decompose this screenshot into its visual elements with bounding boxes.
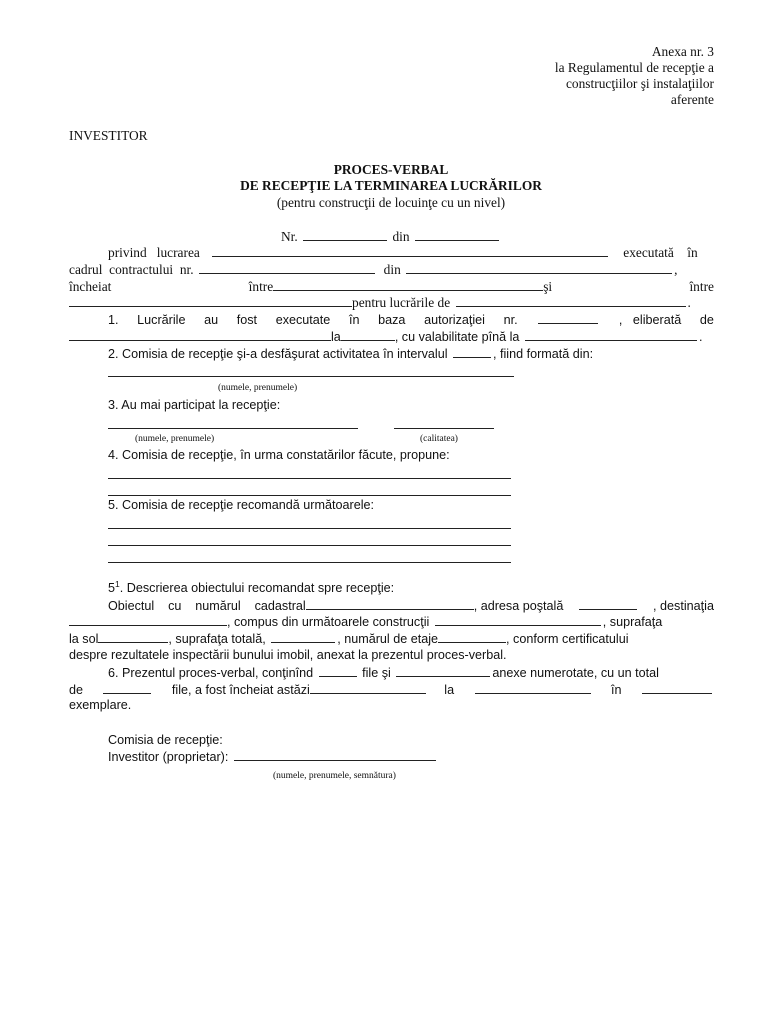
proposal-field-1[interactable]	[108, 478, 511, 479]
point51-line-3	[69, 631, 719, 648]
annex-count-field[interactable]	[396, 665, 490, 677]
p6-anexe: anexe numerotate, cu un total	[492, 666, 659, 680]
title-line-1: PROCES-VERBAL	[333, 162, 449, 177]
p1-w10: eliberată	[632, 313, 682, 327]
annex-line-1: Anexa nr. 3	[651, 44, 714, 59]
issuer-field[interactable]	[69, 329, 331, 341]
point1-line	[108, 312, 714, 329]
point2-caption: (numele, prenumele)	[218, 383, 298, 393]
p6-file-fost: file, a fost încheiat astăzi	[171, 683, 310, 697]
p6-la: la	[444, 683, 455, 697]
incheiat-word: încheiat	[69, 279, 112, 294]
investor-label: INVESTITOR	[69, 128, 148, 143]
signature-caption: (numele, prenumele, semnătura)	[273, 771, 396, 781]
file-count-field[interactable]	[319, 665, 357, 677]
nr-field[interactable]	[303, 229, 387, 241]
proposal-field-2[interactable]	[108, 495, 511, 496]
copies-field[interactable]	[642, 682, 712, 694]
p1-la-word: la	[331, 330, 341, 344]
contract-comma: ,	[674, 262, 678, 277]
point3-text: 3. Au mai participat la recepţie:	[108, 398, 281, 412]
lucrarea-word: lucrarea	[156, 245, 200, 260]
p6-de: de	[69, 683, 84, 697]
interval-field[interactable]	[453, 346, 491, 358]
p51-destinatia: , destinaţia	[653, 599, 714, 613]
privind-word: privind	[108, 245, 147, 260]
point3-caption-name: (numele, prenumele)	[135, 434, 215, 444]
annex-line-4: aferente	[670, 92, 714, 107]
p51-numarul: numărul	[195, 599, 241, 613]
point2-text: 2. Comisia de recepţie şi-a desfăşurat activitatea în intervalul	[108, 347, 448, 361]
intre-word-2: între	[689, 279, 714, 294]
p6-a: 6. Prezentul proces-verbal, conţinînd	[108, 666, 314, 680]
party2-field[interactable]	[69, 295, 352, 307]
place-field[interactable]	[475, 682, 591, 694]
incheiat-line	[69, 279, 714, 295]
point4-text: 4. Comisia de recepţie, în urma constatărilor făcute, propune:	[108, 448, 450, 462]
annex-line-2: la Regulamentul de recepţie a	[554, 60, 714, 75]
commission-members-field[interactable]	[108, 376, 514, 377]
contract-line	[69, 262, 719, 278]
point3-caption-quality: (calitatea)	[420, 434, 458, 444]
p51-la-sol: la sol	[69, 632, 99, 646]
cadrul-word: cadrul	[69, 262, 103, 277]
date-field[interactable]	[415, 229, 499, 241]
p1-w11: de	[699, 313, 714, 327]
pentru-line	[69, 295, 719, 311]
privind-line	[108, 245, 714, 261]
p51-cadastral: cadastral	[254, 599, 306, 613]
point51-num: 5	[108, 581, 116, 595]
p1-period: .	[698, 330, 703, 344]
p51-adresa: , adresa poştală	[473, 599, 564, 613]
point2-text-b: , fiind formată din:	[493, 347, 594, 361]
cadastral-nr-field[interactable]	[306, 598, 474, 610]
works-type-field[interactable]	[456, 295, 686, 307]
p51-obiectul: Obiectul	[108, 599, 155, 613]
contract-nr-field[interactable]	[199, 262, 375, 274]
contractului-word: contractului	[109, 262, 174, 277]
validity-label: , cu valabilitate pînă la	[394, 330, 520, 344]
p1-comma: ,	[618, 313, 623, 327]
executata-word: executată	[623, 245, 674, 260]
destination-field[interactable]	[69, 614, 227, 626]
party1-field[interactable]	[273, 279, 543, 291]
point6-line-2	[69, 682, 714, 699]
p1-w1: 1.	[108, 313, 119, 327]
p1-w6: în	[348, 313, 360, 327]
participant-name-field[interactable]	[108, 428, 358, 429]
contract-date-field[interactable]	[406, 262, 672, 274]
p51-cu: cu	[168, 599, 182, 613]
point51-line-2	[69, 614, 719, 631]
total-files-field[interactable]	[103, 682, 151, 694]
p51-suprafata-totala: , suprafaţa totală,	[168, 632, 266, 646]
p51-conform: , conform certificatului	[506, 632, 629, 646]
point51-line-1	[108, 598, 714, 615]
investor-signature-line	[108, 749, 438, 766]
in-word: în	[687, 245, 698, 260]
ground-area-field[interactable]	[98, 631, 168, 643]
participant-quality-field[interactable]	[394, 428, 494, 429]
nr-label: Nr.	[281, 229, 298, 244]
recommendation-field-3[interactable]	[108, 562, 511, 563]
p51-numarul-etaje: , numărul de etaje	[337, 632, 439, 646]
nr-date-line	[281, 229, 501, 245]
p51-suprafata: , suprafaţa	[602, 615, 663, 629]
point51-title	[108, 578, 395, 597]
lucrarea-field[interactable]	[212, 245, 608, 257]
p1-w3: au	[204, 313, 219, 327]
point2-line	[108, 346, 718, 363]
postal-address-field[interactable]	[579, 598, 637, 610]
title-line-2: DE RECEPŢIE LA TERMINAREA LUCRĂRILOR	[240, 178, 542, 193]
p1-w8: autorizaţiei	[424, 313, 485, 327]
din-label: din	[392, 229, 410, 244]
p1-w9: nr.	[503, 313, 518, 327]
floors-field[interactable]	[438, 631, 506, 643]
p1-w5: executate	[275, 313, 331, 327]
contract-din-word: din	[383, 262, 401, 277]
p1-w2: Lucrările	[137, 313, 186, 327]
intre-word: între	[248, 279, 274, 294]
p51-despre: despre rezultatele inspectării bunului imobil, anexat la prezentul proces-verbal.	[69, 648, 507, 662]
recommendation-field-1[interactable]	[108, 528, 511, 529]
nr-short-word: nr.	[179, 262, 194, 277]
p1-w4: fost	[236, 313, 258, 327]
point1-line-2	[69, 329, 719, 346]
today-date-field[interactable]	[310, 682, 426, 694]
point6-line-1	[108, 665, 718, 682]
issue-date-field[interactable]	[341, 329, 395, 341]
p6-exemplare: exemplare.	[69, 698, 132, 712]
total-area-field[interactable]	[271, 631, 335, 643]
p6-file-si: file şi	[362, 666, 391, 680]
point51-title-text: . Descrierea obiectului recomandat spre recepţie:	[119, 581, 395, 595]
si-word: şi	[543, 279, 553, 294]
authorization-nr-field[interactable]	[538, 312, 598, 324]
pentru-lucrarile-label: pentru lucrările de	[352, 295, 451, 310]
validity-date-field[interactable]	[525, 329, 697, 341]
constructions-field[interactable]	[435, 614, 601, 626]
p51-compus: , compus din următoarele construcţii	[227, 615, 430, 629]
p6-in: în	[611, 683, 622, 697]
pentru-period: .	[687, 295, 691, 310]
title-line-3: (pentru construcţii de locuinţe cu un nivel)	[276, 195, 506, 210]
annex-line-3: construcţiilor şi instalaţiilor	[565, 76, 714, 91]
point5-text: 5. Comisia de recepţie recomandă următoarele:	[108, 498, 374, 512]
point51-sup: 1	[115, 578, 120, 589]
p1-w7: baza	[378, 313, 406, 327]
recommendation-field-2[interactable]	[108, 545, 511, 546]
investor-signature-field[interactable]	[234, 749, 436, 761]
commission-signature-label: Comisia de recepţie:	[108, 733, 223, 747]
investor-signature-label: Investitor (proprietar):	[108, 750, 229, 764]
